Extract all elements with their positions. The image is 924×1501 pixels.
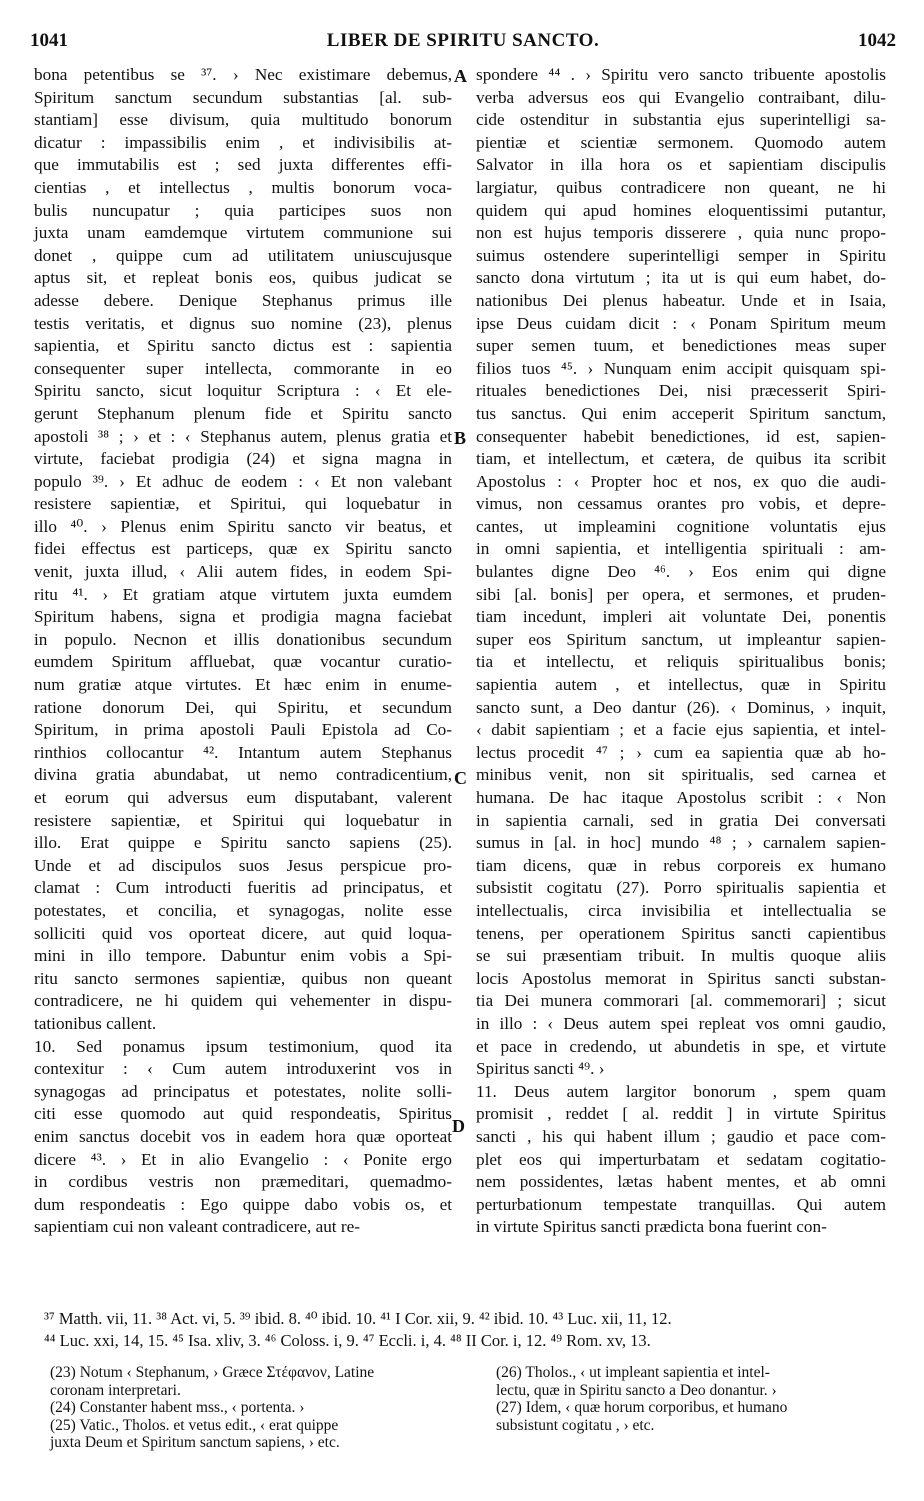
text-line: cide ostenditur in substantia ejus superintelligi sa- bbox=[476, 110, 886, 130]
text-line: populo ³⁹. › Et adhuc de eodem : ‹ Et non valebant bbox=[34, 471, 452, 491]
text-line: quidem qui apud homines eloquentissimi putantur, bbox=[476, 200, 886, 220]
text-line: solliciti quid vos oporteat dicere, aut quid loqua- bbox=[34, 923, 452, 943]
text-line: tiam, et intellectum, et cætera, de quibus ita scribit bbox=[476, 449, 886, 469]
text-line: et eorum qui adversus eum disputabant, valerent bbox=[34, 788, 452, 807]
text-line: Salvator in illa hora os et sapientiam discipulis bbox=[476, 155, 886, 175]
footnote-line: (23) Notum ‹ Stephanum, › Græce Στέφανον, Latine bbox=[50, 1364, 375, 1381]
text-line: subsistit cogitatu (27). Porro spiritualis sapientia et bbox=[476, 878, 886, 898]
text-line: tationibus callent. bbox=[34, 1013, 157, 1033]
text-line: ipse Deus cuidam dicit : ‹ Ponam Spiritum meum bbox=[476, 313, 886, 333]
text-line: resistere sapientiæ, et Spiritui, qui loquebatur in bbox=[34, 494, 452, 514]
text-line: apostoli ³⁸ ; › et : ‹ Stephanus autem, plenus gratia et bbox=[34, 426, 452, 446]
text-line: ritu ⁴¹. › Et gratiam atque virtutem juxta eumdem bbox=[34, 584, 452, 604]
margin-marker-c: C bbox=[454, 768, 467, 788]
text-line: promisit , reddet [ al. reddit ] in virtute Spiritus bbox=[476, 1104, 886, 1124]
text-line: que immutabilis est ; sed juxta differentes effi- bbox=[34, 155, 452, 175]
text-line: bona petentibus se ³⁷. › Nec existimare debemus, bbox=[34, 65, 452, 84]
text-line: ratione donorum Dei, qui Spiritu, et secundum bbox=[34, 697, 452, 717]
text-line: super semen tuum, et benedictiones meas super bbox=[476, 336, 886, 356]
text-line: dum respondeatis : Ego quippe dabo vobis os, et bbox=[34, 1194, 452, 1214]
right-column bbox=[476, 64, 886, 1239]
text-line: sancto sunt, a Deo dantur (26). ‹ Dominus, › inquit, bbox=[476, 697, 886, 717]
text-line: cantes, ut impleamini cognitione voluntatis ejus bbox=[476, 516, 886, 536]
text-line: adesse debere. Denique Stephanus primus ille bbox=[34, 290, 452, 310]
running-header bbox=[30, 30, 896, 60]
text-line: sancto dona virtutum ; ita ut is qui eum habet, do- bbox=[476, 268, 886, 288]
text-line: num gratiæ atque virtutes. Et hæc enim in enume- bbox=[34, 675, 452, 695]
text-line: potestates, et concilia, et synagogas, nolite esse bbox=[34, 900, 452, 920]
text-line: virtute, faciebat prodigia (24) et signa magna in bbox=[34, 449, 452, 469]
margin-marker-a: A bbox=[454, 66, 467, 86]
text-line: se sui præsentiam tribuit. In multis quoque aliis bbox=[476, 946, 886, 966]
text-line: stantiam] esse divisum, quia multitudo bonorum bbox=[34, 110, 452, 130]
text-line: resistere sapientiæ, et Spiritui qui loquebatur in bbox=[34, 810, 452, 830]
text-line: 11. Deus autem largitor bonorum , spem quam bbox=[476, 1081, 886, 1101]
text-line: cientias , et intellectus , multis bonorum voca- bbox=[34, 177, 452, 197]
text-line: consequenter super intellecta, commorante in eo bbox=[34, 358, 452, 378]
running-title: LIBER DE SPIRITU SANCTO. bbox=[326, 30, 600, 51]
text-line: in cordibus vestris non præmeditari, quemadmo- bbox=[34, 1172, 452, 1192]
footnotes-right bbox=[496, 1364, 896, 1434]
text-line: tus sanctus. Qui enim acceperit Spiritum sanctum, bbox=[476, 403, 886, 423]
text-line: verba adversus eos qui Evangelio contraibant, dilu- bbox=[476, 87, 886, 107]
text-line: in virtute Spiritus sancti prædicta bona fuerint con- bbox=[476, 1217, 827, 1237]
footnote-line: lectu, quæ in Spiritu sancto a Deo donantur. › bbox=[496, 1381, 777, 1399]
text-line: Spiritum habens, signa et prodigia magna faciebat bbox=[34, 607, 452, 627]
text-line: tenens, per operationem Spiritus sancti capientibus bbox=[476, 923, 886, 943]
text-line: Spiritum, in prima apostoli Pauli Epistola ad Co- bbox=[34, 720, 452, 740]
text-line: Unde et ad discipulos suos Jesus perspicue pro- bbox=[34, 855, 452, 875]
text-line: in illo : ‹ Deus autem spei repleat vos omni gaudio, bbox=[476, 1013, 886, 1033]
footnotes-left bbox=[50, 1364, 450, 1452]
text-line: sancti , his qui habent illum ; gaudio et pace com- bbox=[476, 1126, 886, 1146]
text-line: illo ⁴⁰. › Plenus enim Spiritu sancto vir beatus, et bbox=[34, 516, 452, 536]
text-line: Spiritus sancti ⁴⁹. › bbox=[476, 1059, 605, 1079]
scripture-note-line: ⁴⁴ Luc. xxi, 14, 15. ⁴⁵ Isa. xliv, 3. ⁴⁶ Coloss. i, 9. ⁴⁷ Eccli. i, 4. ⁴⁸ II Cor. i, 12. ⁴⁹ Rom. xv, 13. bbox=[44, 1331, 651, 1350]
text-line: rituales benedictiones Dei, nisi præcesserit Spiri- bbox=[476, 381, 886, 401]
text-line: testis veritatis, et dignus suo nomine (23), plenus bbox=[34, 313, 452, 333]
text-line: locis Apostolus memorat in Spiritus sancti substan- bbox=[476, 968, 886, 988]
text-line: filios tuos ⁴⁵. › Nunquam enim accipit quisquam spi- bbox=[476, 358, 886, 378]
footnote-line: coronam interpretari. bbox=[50, 1381, 181, 1399]
text-line: Apostolus : ‹ Propter hoc et nos, ex quo die audi- bbox=[476, 471, 886, 491]
text-line: in sapientia carnali, sed in gratia Dei conversati bbox=[476, 810, 886, 830]
footnote-line: juxta Deum et Spiritum sanctum sapiens, › etc. bbox=[50, 1434, 340, 1452]
text-line: non est hujus temporis disserere , quia nunc propo- bbox=[476, 223, 886, 243]
text-line: ritu sancto sermones sapientiæ, quibus non queant bbox=[34, 968, 452, 988]
text-line: dicere ⁴³. › Et in alio Evangelio : ‹ Ponite ergo bbox=[34, 1149, 452, 1169]
text-line: rinthios collocantur ⁴². Intantum autem Stephanus bbox=[34, 742, 452, 762]
text-line: donet , quippe cum ad utilitatem uniuscujusque bbox=[34, 245, 452, 265]
footnote-line: (24) Constanter habent mss., ‹ portenta. › bbox=[50, 1399, 305, 1417]
margin-marker-b: B bbox=[454, 428, 467, 448]
text-line: in populo. Necnon et illis donationibus secundum bbox=[34, 629, 452, 649]
text-line: fidei effectus est particeps, quæ ex Spiritu sancto bbox=[34, 539, 452, 559]
text-line: pientiæ et scientiæ sermonem. Quomodo autem bbox=[476, 132, 886, 152]
text-line: consequenter habebit benedictiones, id est, sapien- bbox=[476, 426, 886, 446]
text-line: intellectualis, circa invisibilia et intellectualia se bbox=[476, 900, 886, 920]
page-number-right: 1042 bbox=[858, 30, 896, 51]
text-line: Spiritu sancto, sicut loquitur Scriptura : ‹ Et ele- bbox=[34, 381, 452, 401]
text-line: bulantes digne Deo ⁴⁶. › Eos enim qui digne bbox=[476, 562, 886, 582]
text-line: synagogas ad principatus et potestates, nolite solli- bbox=[34, 1081, 452, 1101]
text-line: eumdem Spiritum affluebat, quæ vocantur curatio- bbox=[34, 652, 452, 672]
footnote-line: (27) Idem, ‹ quæ horum corporibus, et humano bbox=[496, 1399, 788, 1417]
text-line: juxta unam eamdemque virtutem communione sui bbox=[34, 223, 452, 243]
text-line: contexitur : ‹ Cum autem introduxerint vos in bbox=[34, 1059, 452, 1079]
text-line: gerunt Stephanum plenum fide et Spiritu sancto bbox=[34, 403, 452, 423]
text-line: sibi [al. bonis] per opera, et sermones, et pruden- bbox=[476, 584, 886, 604]
text-line: illo. Erat quippe e Spiritu sancto sapiens (25). bbox=[34, 833, 452, 853]
text-line: lectus procedit ⁴⁷ ; › cum ea sapientia quæ ab ho- bbox=[476, 742, 886, 762]
text-line: citi esse quomodo aut quid respondeatis, Spiritus bbox=[34, 1104, 452, 1124]
text-line: clamat : Cum introducti fueritis ad principatus, et bbox=[34, 878, 452, 898]
text-line: tia et intellectu, et reliquis spiritualibus bonis; bbox=[476, 652, 886, 672]
text-line: vimus, non cessamus orantes pro vobis, et depre- bbox=[476, 494, 886, 514]
scripture-note-line: ³⁷ Matth. vii, 11. ³⁸ Act. vi, 5. ³⁹ ibid. 8. ⁴⁰ ibid. 10. ⁴¹ I Cor. xii, 9. ⁴² ibid. 10. ⁴³ Luc. xii, 11, 12. bbox=[44, 1309, 672, 1328]
text-line: sapientia, et Spiritu sancto dictus est : sapientia bbox=[34, 336, 452, 356]
text-line: tia Dei munera commorari [al. commemorari] ; sicut bbox=[476, 991, 886, 1011]
text-line: minibus venit, non sit spiritualis, sed carnea et bbox=[476, 765, 886, 785]
footnote-line: subsistunt cogitatu , › etc. bbox=[496, 1416, 655, 1434]
text-line: spondere ⁴⁴ . › Spiritu vero sancto tribuente apostolis bbox=[476, 65, 886, 84]
text-line: in omni sapientia, et intelligentia spirituali : am- bbox=[476, 539, 886, 559]
text-line: tiam incedunt, impleri ait voluntate Dei, ponentis bbox=[476, 607, 886, 627]
text-line: venit, juxta illud, ‹ Alii autem fides, in eodem Spi- bbox=[34, 562, 452, 582]
text-line: sapientiam cui non valeant contradicere, aut re- bbox=[34, 1217, 360, 1237]
text-line: Spiritum sanctum secundum substantias [al. sub- bbox=[34, 87, 452, 107]
text-line: sapientia autem , et intellectus, quæ in Spiritu bbox=[476, 675, 886, 695]
text-line: et pace in credendo, ut abundetis in spe, et virtute bbox=[476, 1036, 886, 1056]
text-line: bulis nuncupatur ; quia participes suos non bbox=[34, 200, 452, 220]
footnote-line: (26) Tholos., ‹ ut impleant sapientia et intel- bbox=[496, 1364, 770, 1381]
text-line: tiam dicens, quæ in rebus corporeis ex humano bbox=[476, 855, 886, 875]
text-line: dicatur : impassibilis enim , et indivisibilis at- bbox=[34, 132, 452, 152]
text-line: nationibus Dei plenus habeatur. Unde et in Isaia, bbox=[476, 290, 886, 310]
text-line: humana. De hac itaque Apostolus scribit : ‹ Non bbox=[476, 788, 886, 807]
footnote-line: (25) Vatic., Tholos. et vetus edit., ‹ erat quippe bbox=[50, 1416, 339, 1434]
page-number-left: 1041 bbox=[30, 30, 68, 51]
text-line: enim sanctus docebit vos in eadem hora quæ oporteat bbox=[34, 1126, 452, 1146]
left-column bbox=[34, 64, 452, 1239]
text-line: 10. Sed ponamus ipsum testimonium, quod ita bbox=[34, 1036, 452, 1056]
text-line: aptus sit, et repleat bonis eos, quibus judicat se bbox=[34, 268, 452, 288]
scripture-references bbox=[44, 1308, 894, 1352]
text-line: contradicere, ne hi quidem qui vehementer in dispu- bbox=[34, 991, 452, 1011]
text-line: plet eos qui imperturbatam et sedatam cogitatio- bbox=[476, 1149, 886, 1169]
margin-marker-d: D bbox=[452, 1116, 465, 1136]
text-line: nem possidentes, lætas habent mentes, et ab omni bbox=[476, 1172, 886, 1192]
text-line: ‹ dabit sapientiam ; et a facie ejus sapientia, et intel- bbox=[476, 720, 886, 740]
text-line: divina gratia abundabat, ut nemo contradicentium, bbox=[34, 765, 452, 785]
text-line: largiatur, quibus contradicere non queant, ne hi bbox=[476, 177, 886, 197]
text-line: suimus ostendere superintelligi semper in Spiritu bbox=[476, 245, 886, 265]
text-line: sumus in [al. in hoc] mundo ⁴⁸ ; › carnalem sapien- bbox=[476, 833, 886, 853]
text-line: perturbationum tempestate tranquillas. Qui autem bbox=[476, 1194, 886, 1214]
text-line: super eos Spiritum sanctum, ut impleantur sapien- bbox=[476, 629, 886, 649]
text-line: mini in illo tempore. Dabuntur enim vobis a Spi- bbox=[34, 946, 452, 966]
